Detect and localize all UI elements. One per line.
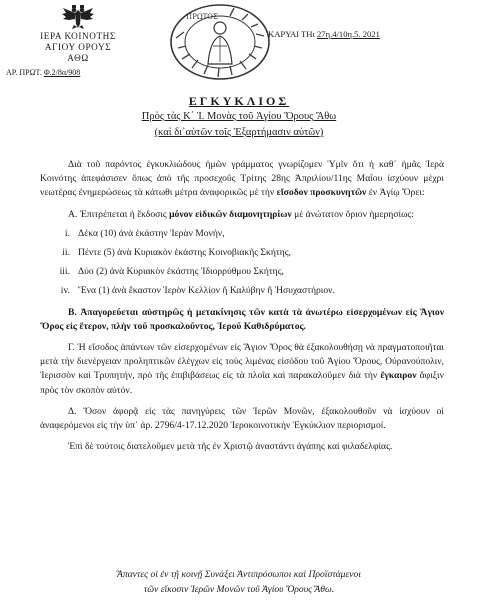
section-d: Δ. Ὅσον ἀφορᾷ εἰς τὰς πανηγύρεις τῶν Ἱερῶν Μονῶν, ἐξακολουθοῦν νὰ ἰσχύουν οἱ ἀναφερόμενοι εἰς τὴν ὑπ᾽ ἀρ. 2796/4-17.12.2020 Ἱεροκοινοτικὴν Ἐγκύκλιον περιορισμοί. (40, 405, 444, 432)
list-item: iv. Ἕνα (1) ἀνὰ ἕκαστον Ἱερὸν Κελλίον ἢ Καλύβην ἢ Ἡσυχαστήριον. (60, 285, 335, 297)
greeting-paragraph: Ἐπὶ δὲ τούτοις διατελοῦμεν μετὰ τῆς ἐν Χριστῷ ἀναστάντι ἀγάπης καὶ φιλαδελφίας. (68, 441, 393, 453)
section-c: Γ. Ἡ εἴσοδος ἁπάντων τῶν εἰσερχομένων εἰς Ἅγιον Ὄρος θὰ ἐξακολουθήσῃ νὰ πραγματοποιῆται μετὰ τὴν διενέργειαν προληπτικῶν ἐλέγχων εἰς τοὺς λιμένας εἰσόδου τοῦ Ἁγίου Ὄρους, Οὐρανούπολιν, Ἱερισσὸν καὶ Τρυπητήν, πρὸ τῆς ἐπιβιβάσεως εἰς τὰ πλοῖα καὶ παρακαλοῦμεν διὰ τὴν ἔγκαιρον ἄφιξιν πρὸς τὸν σκοπὸν αὐτόν. (40, 342, 444, 396)
org-name-line: ΙΕΡΑ ΚΟΙΝΟΤΗΣ (40, 31, 116, 41)
org-name-line: ΑΓΙΟΥ ΟΡΟΥΣ (44, 42, 112, 52)
seal-text: ΠΡΩΤΟΣ (186, 13, 218, 21)
date-label: ΚΑΡΥΑΙ ΤΗι (268, 29, 315, 39)
addressee-line: Πρὸς τὰς Κ΄ Ἱ. Μονὰς τοῦ Ἁγίου Ὄρους Ἄθω (141, 111, 337, 122)
section-b: Β. Ἀπαγορεύεται αὐστηρῶς ἡ μετακίνησις τῶν κατὰ τὰ ἀνωτέρω εἰσερχομένων εἰς Ἅγιον Ὄρος εἰς ἕτερον, πλὴν τοῦ προσκαλοῦντος, Ἱεροῦ Καθιδρύματος. (40, 306, 444, 332)
emphasis-text: εἴσοδον προσκυνητῶν (276, 187, 367, 199)
intro-paragraph: Διὰ τοῦ παρόντος ἐγκυκλιώδους ἡμῶν γράμματος γνωρίζομεν Ὑμῖν ὅτι ἡ καθ᾽ ἡμᾶς Ἱερὰ Κοινότης ἀπεφάσισεν ὅπως ἀπὸ τῆς προσεχοῦς Τρίτης 28ης Ἀπριλίου/11ης Μαΐου ἰσχύουν μέχρι νεωτέρας ἐνημερώσεως τὰ κάτωθι μέτρα ἀναφορικῶς μὲ τὴν εἴσοδον προσκυνητῶν ἐν Ἁγίῳ Ὄρει: (40, 159, 444, 199)
signatories-line: τῶν εἴκοσιν Ἱερῶν Μονῶν τοῦ Ἁγίου Ὄρους Ἄθω. (143, 584, 335, 595)
double-headed-eagle-icon (61, 4, 95, 30)
document-title: ΕΓΚΥΚΛΙΟΣ (188, 94, 290, 108)
list-item: ii. Πέντε (5) ἀνὰ Κυριακὸν ἑκάστης Κοινοβιακῆς Σκήτης, (62, 247, 291, 259)
protocol-label: ΑΡ. ΠΡΩΤ. (6, 68, 42, 77)
emphasis-text: μόνον εἰδικῶν διαμονητηρίων (169, 208, 292, 220)
document-date (268, 29, 380, 39)
signatories-line: Ἅπαντες οἱ ἐν τῇ κοινῇ Συνάξει Ἀντιπρόσωποι καὶ Προϊστάμενοι (116, 569, 361, 580)
issuing-organization (28, 4, 128, 64)
protocol-value: Φ.2/8α/908 (43, 68, 81, 77)
protocol-number (6, 68, 80, 77)
list-item: i. Δέκα (10) ἀνὰ ἑκάστην Ἱερὰν Μονήν, (64, 227, 225, 239)
date-value: 27η.4/10η.5. 2021 (316, 29, 380, 39)
addressee-subline: (καὶ δι᾽αὐτῶν τοῖς Ἐξαρτήμασιν αὐτῶν) (154, 127, 324, 138)
list-item: iii. Δύο (2) ἀνὰ Κυριακὸν ἑκάστης Ἰδιορρύθμου Σκήτης, (59, 266, 284, 278)
circular-seal-icon (168, 2, 272, 82)
emphasis-text: ἔγκαιρον (380, 370, 417, 382)
section-a: Α. Ἐπιτρέπεται ἡ ἔκδοσις μόνον εἰδικῶν διαμονητηρίων μὲ ἀνώτατον ὅριον ἡμερησίως: (68, 208, 414, 220)
org-name-line: ΑΘΩ (67, 53, 89, 63)
document-body (40, 158, 444, 454)
